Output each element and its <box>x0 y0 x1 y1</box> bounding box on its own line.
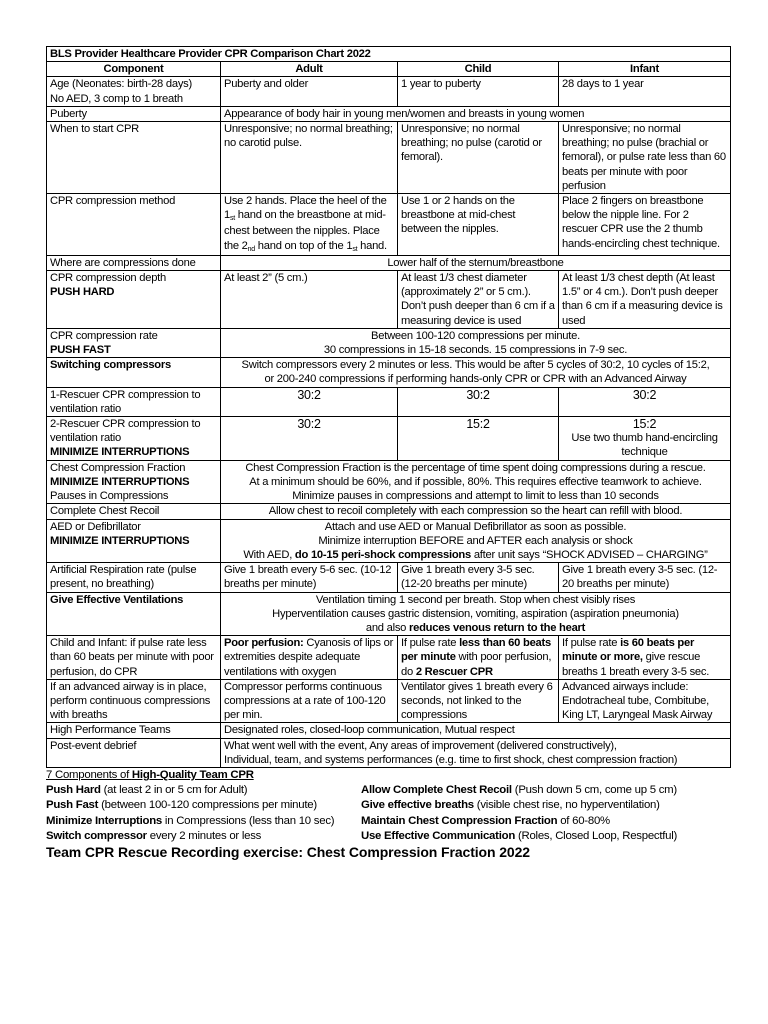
text-line: Minimize interruption BEFORE and AFTER each analysis or shock <box>318 534 633 547</box>
emphasis: 2 Rescuer CPR <box>415 665 493 678</box>
cell-child: Unresponsive; no normal breathing; no pulse (carotid or femoral). <box>398 122 559 194</box>
title-row <box>47 47 731 62</box>
row-label <box>47 271 221 329</box>
text: with poor perfusion, do <box>401 651 552 678</box>
row-label: Artificial Respiration rate (pulse present, no breathing) <box>47 563 221 592</box>
text-line: or 200-240 compressions if performing hands-only CPR or CPR with an Advanced Airway <box>264 373 687 386</box>
row-label: If an advanced airway is in place, perform continuous compressions with breaths <box>47 679 221 723</box>
cell-all: Designated roles, closed-loop communication, Mutual respect <box>221 723 731 738</box>
row-label: Post-event debrief <box>47 738 221 767</box>
row-when-to-start <box>47 122 731 194</box>
cell-adult: Compressor performs continuous compressions at a rate of 100-120 per min. <box>221 679 398 723</box>
text-line <box>224 621 727 635</box>
cell-adult: Give 1 breath every 5-6 sec. (10-12 breaths per minute) <box>221 563 398 592</box>
cell-infant: 30:2 <box>559 387 731 416</box>
header-component: Component <box>47 62 221 77</box>
cell-adult: Puberty and older <box>221 77 398 106</box>
label-line: AED or Defibrillator <box>50 520 141 533</box>
text-line: Minimize pauses in compressions and attempt to limit to less than 10 seconds <box>292 490 659 503</box>
footer-row <box>46 829 730 844</box>
label-emphasis: MINIMIZE INTERRUPTIONS <box>50 534 190 547</box>
row-one-rescuer <box>47 387 731 416</box>
text: in Compressions (less than 10 sec) <box>162 814 335 827</box>
row-child-infant-perfusion <box>47 636 731 680</box>
cell-infant: Place 2 fingers on breastbone below the nipple line. For 2 rescuer CPR use the 2 thumb hands-encircling chest technique. <box>559 194 731 256</box>
cell-all: Allow chest to recoil completely with each compression so the heart can refill with blood. <box>221 504 731 519</box>
text-line: Ventilation timing 1 second per breath. Stop when chest visibly rises <box>315 593 636 606</box>
cell-adult: 30:2 <box>221 387 398 416</box>
cell-all <box>221 519 731 563</box>
row-recoil <box>47 504 731 519</box>
label-line: Chest Compression Fraction <box>50 461 186 474</box>
row-label <box>47 417 221 461</box>
row-two-rescuer <box>47 417 731 461</box>
row-label: High Performance Teams <box>47 723 221 738</box>
footer-notes <box>46 768 730 860</box>
ratio-value: 15:2 <box>632 417 657 432</box>
text: (visible chest rise, no hyperventilation) <box>473 799 660 812</box>
cell-all <box>221 738 731 767</box>
text: (Push down 5 cm, come up 5 cm) <box>511 784 677 797</box>
header-child: Child <box>398 62 559 77</box>
emphasis: High-Quality Team CPR <box>131 768 254 781</box>
row-debrief <box>47 738 731 767</box>
emphasis: Allow Complete Chest Recoil <box>361 784 512 797</box>
cell-infant <box>559 417 731 461</box>
footer-item <box>361 783 730 798</box>
label-line: CPR compression depth <box>50 272 167 285</box>
cell-infant: Give 1 breath every 3-5 sec. (12-20 breaths per minute) <box>559 563 731 592</box>
footer-item <box>361 829 730 844</box>
row-label: Puberty <box>47 106 221 121</box>
document-page <box>46 46 730 860</box>
footer-title: Team CPR Rescue Recording exercise: Chest Compression Fraction 2022 <box>46 843 530 860</box>
text: hand on top of the 1 <box>254 239 353 252</box>
cell-adult <box>221 194 398 256</box>
row-where <box>47 255 731 270</box>
emphasis: reduces venous return to the heart <box>409 621 586 634</box>
cell-all: Appearance of body hair in young men/women and breasts in young women <box>221 106 731 121</box>
cell-child: 30:2 <box>398 387 559 416</box>
text: 7 Components of <box>46 768 132 781</box>
row-high-performance-teams <box>47 723 731 738</box>
text-line: Chest Compression Fraction is the percentage of time spent doing compressions during a rescue. <box>245 461 706 474</box>
emphasis: Poor perfusion: <box>224 637 304 650</box>
label-emphasis: MINIMIZE INTERRUPTIONS <box>50 475 190 488</box>
emphasis: Push Fast <box>46 799 99 812</box>
text-line: Use two thumb hand-encircling technique <box>571 432 718 459</box>
footer-item <box>46 783 361 798</box>
text: If pulse rate <box>401 637 460 650</box>
text: Use 2 hands. Place the heel of the 1 <box>224 195 387 222</box>
cpr-comparison-table <box>46 46 731 768</box>
text-line: Individual, team, and systems performances (e.g. time to first shock, chest compression fraction) <box>224 753 678 766</box>
label-emphasis: MINIMIZE INTERRUPTIONS <box>50 446 190 459</box>
cell-adult: At least 2” (5 cm.) <box>221 271 398 329</box>
text: every 2 minutes or less <box>146 829 262 842</box>
label-line: No AED, 3 comp to 1 breath <box>50 92 183 105</box>
row-ventilations <box>47 592 731 636</box>
label-emphasis: PUSH FAST <box>50 344 111 357</box>
row-label: Complete Chest Recoil <box>47 504 221 519</box>
text: Cyanosis of lips or extremities despite adequate ventilations with oxygen <box>224 637 394 678</box>
row-puberty <box>47 106 731 121</box>
text: (Roles, Closed Loop, Respectful) <box>515 829 678 842</box>
row-artificial-respiration <box>47 563 731 592</box>
row-label: Where are compressions done <box>47 255 221 270</box>
ordinal: st <box>229 215 235 223</box>
emphasis: is 60 beats per minute or more, <box>562 637 695 664</box>
text: (at least 2 in or 5 cm for Adult) <box>100 784 248 797</box>
text-line <box>224 548 727 562</box>
text: If pulse rate <box>562 637 621 650</box>
row-depth <box>47 271 731 329</box>
cell-adult: 30:2 <box>221 417 398 461</box>
text-line: What went well with the event, Any areas of improvement (delivered constructively), <box>224 739 617 752</box>
text-line: 30 compressions in 15-18 seconds. 15 compressions in 7-9 sec. <box>323 344 628 357</box>
label-line: CPR compression rate <box>50 329 158 342</box>
cell-infant: Unresponsive; no normal breathing; no pulse (brachial or femoral), or pulse rate less than 60 beats per minute with poor perfusion <box>559 122 731 194</box>
label-line: Pauses in Compressions <box>50 490 169 503</box>
cell-adult: Unresponsive; no normal breathing; no carotid pulse. <box>221 122 398 194</box>
cell-all <box>221 592 731 636</box>
emphasis: do 10-15 peri-shock compressions <box>294 548 471 561</box>
cell-infant: 28 days to 1 year <box>559 77 731 106</box>
cell-child <box>398 636 559 680</box>
header-infant: Infant <box>559 62 731 77</box>
cell-child: At least 1/3 chest diameter (approximately 2” or 5 cm.). Don’t push deeper than 6 cm if a measuring device is used <box>398 271 559 329</box>
emphasis: Give effective breaths <box>361 799 474 812</box>
cell-infant <box>559 636 731 680</box>
cell-child: 15:2 <box>398 417 559 461</box>
header-row <box>47 62 731 77</box>
footer-item <box>361 798 730 813</box>
text: after unit says “SHOCK ADVISED – CHARGING” <box>470 548 708 561</box>
emphasis: Minimize Interruptions <box>46 814 163 827</box>
footer-item <box>46 829 361 844</box>
text-line: At a minimum should be 60%, and if possible, 80%. This requires effective teamwork to achieve. <box>249 475 702 488</box>
emphasis: Switch compressor <box>46 829 147 842</box>
footer-item <box>361 814 730 829</box>
row-label: 1-Rescuer CPR compression to ventilation ratio <box>47 387 221 416</box>
text: give rescue breaths 1 breath every 3-5 sec. <box>562 651 710 678</box>
cell-all <box>221 328 731 357</box>
cell-all <box>221 358 731 387</box>
table-title: BLS Provider Healthcare Provider CPR Comparison Chart 2022 <box>47 47 731 62</box>
label-line: Age (Neonates: birth-28 days) <box>50 78 192 91</box>
row-label: CPR compression method <box>47 194 221 256</box>
row-label: Child and Infant: if pulse rate less than 60 beats per minute with poor perfusion, do CPR <box>47 636 221 680</box>
header-adult: Adult <box>221 62 398 77</box>
text-line: Attach and use AED or Manual Defibrillator as soon as possible. <box>324 520 627 533</box>
cell-child: Give 1 breath every 3-5 sec. (12-20 breaths per minute) <box>398 563 559 592</box>
text: and also <box>365 621 409 634</box>
cell-infant: At least 1/3 chest depth (At least 1.5” or 4 cm.). Don’t push deeper than 6 cm if a measuring device is used <box>559 271 731 329</box>
label-emphasis: PUSH HARD <box>50 286 115 299</box>
cell-adult <box>221 636 398 680</box>
row-label: When to start CPR <box>47 122 221 194</box>
cell-child: Use 1 or 2 hands on the breastbone at mid-chest between the nipples. <box>398 194 559 256</box>
text-line: Hyperventilation causes gastric distension, vomiting, aspiration (aspiration pneumonia) <box>272 607 679 620</box>
emphasis: Maintain Chest Compression Fraction <box>361 814 558 827</box>
row-label: Give Effective Ventilations <box>47 592 221 636</box>
row-aed <box>47 519 731 563</box>
footer-item <box>46 798 361 813</box>
ordinal: nd <box>247 245 255 253</box>
text-line: Switch compressors every 2 minutes or less. This would be after 5 cycles of 30:2, 10 cycles of 15:2, <box>241 359 710 372</box>
row-ccf <box>47 460 731 504</box>
row-label <box>47 460 221 504</box>
row-label: Switching compressors <box>47 358 221 387</box>
emphasis: Push Hard <box>46 784 101 797</box>
cell-all <box>221 460 731 504</box>
row-age <box>47 77 731 106</box>
row-switching <box>47 358 731 387</box>
row-advanced-airway <box>47 679 731 723</box>
footer-item <box>46 814 361 829</box>
label-line: 2-Rescuer CPR compression to ventilation ratio <box>50 418 201 445</box>
footer-intro <box>46 768 730 783</box>
cell-child: 1 year to puberty <box>398 77 559 106</box>
row-rate <box>47 328 731 357</box>
cell-all: Lower half of the sternum/breastbone <box>221 255 731 270</box>
text-line: Between 100-120 compressions per minute. <box>371 329 580 342</box>
emphasis: less than 60 beats per minute <box>401 637 551 664</box>
text: of 60-80% <box>557 814 610 827</box>
footer-row <box>46 814 730 829</box>
row-label <box>47 519 221 563</box>
row-compression-method <box>47 194 731 256</box>
text: hand on the breastbone at mid-chest between the nipples. Place the 2 <box>224 209 386 252</box>
text: With AED, <box>243 548 295 561</box>
footer-row <box>46 783 730 798</box>
row-label <box>47 328 221 357</box>
cell-infant: Advanced airways include: Endotracheal tube, Combitube, King LT, Laryngeal Mask Airway <box>559 679 731 723</box>
cell-child: Ventilator gives 1 breath every 6 seconds, not linked to the compressions <box>398 679 559 723</box>
footer-row <box>46 798 730 813</box>
ordinal: st <box>352 245 358 253</box>
text: hand. <box>357 239 387 252</box>
emphasis: Use Effective Communication <box>361 829 516 842</box>
row-label <box>47 77 221 106</box>
text: (between 100-120 compressions per minute) <box>98 799 317 812</box>
